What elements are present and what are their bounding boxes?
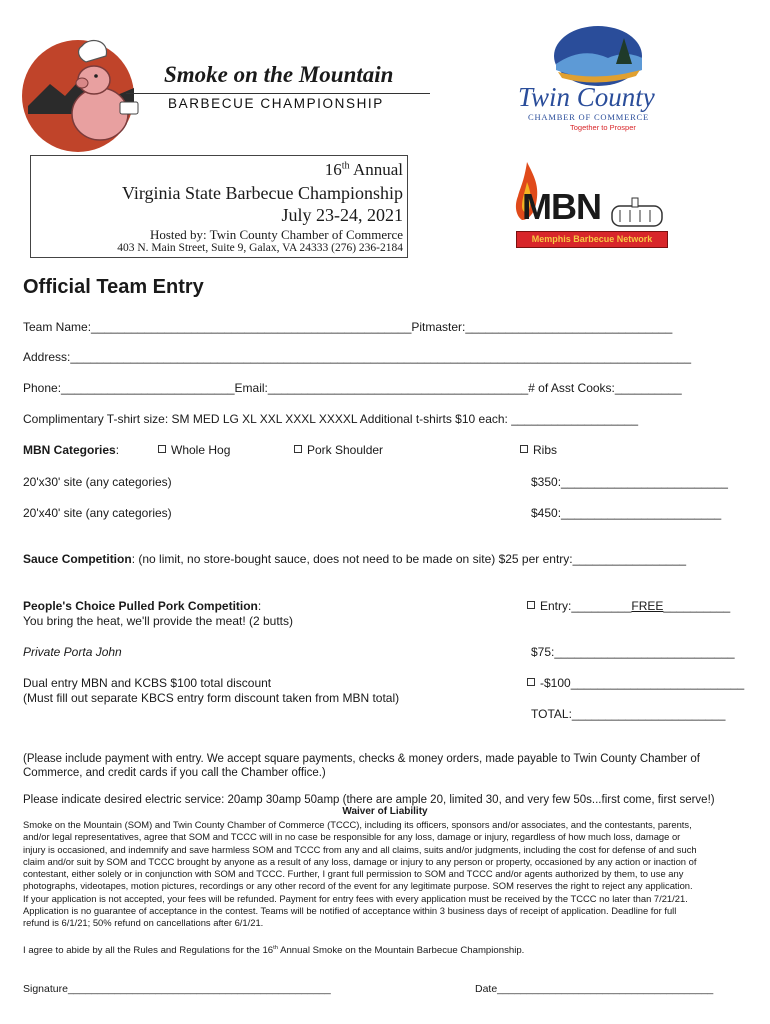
- porta-john-label: Private Porta John: [23, 645, 122, 659]
- waiver-line: and/or legal representatives, agree that SOM and TCCC will in no case be responsible for any loss, damage or injury, regardless of how much loss, damage or: [23, 831, 681, 843]
- smoke-on-the-mountain-logo: [20, 36, 440, 156]
- mbn-categories-label: MBN Categories:: [23, 443, 120, 457]
- payment-note-line-1: (Please include payment with entry. We accept square payments, checks & money orders, made payable to Twin County Chamber of: [23, 753, 700, 765]
- ribs-checkbox[interactable]: Ribs: [520, 443, 557, 457]
- dual-entry-discount-field[interactable]: -$100__________________________: [527, 676, 744, 690]
- date-field[interactable]: Date_____________________________________: [475, 983, 714, 995]
- team-name-pitmaster-field[interactable]: Team Name:________________________________________________Pitmaster:_______________________________: [23, 320, 673, 334]
- site-20x30-label: 20'x30' site (any categories): [23, 475, 172, 489]
- total-field[interactable]: TOTAL:_______________________: [531, 707, 726, 721]
- waiver-line: refund is 6/1/21; 50% refund on cancellations after 6/1/21.: [23, 917, 264, 929]
- som-title: Smoke on the Mountain: [164, 62, 394, 87]
- dual-entry-label: Dual entry MBN and KCBS $100 total discount: [23, 676, 272, 690]
- event-name: Virginia State Barbecue Championship: [121, 183, 403, 203]
- smoker-grill-icon: [610, 196, 666, 232]
- tcc-name: Twin County: [518, 82, 655, 112]
- mbn-banner: Memphis Barbecue Network: [516, 231, 668, 248]
- pork-shoulder-checkbox[interactable]: Pork Shoulder: [294, 443, 383, 457]
- waiver-line: contestant, either solely or in conjunction with SOM and TCCC. Further, I grant full permission to SOM and TCCC and/or agents authorized by them, to use any: [23, 868, 684, 880]
- waiver-line: Smoke on the Mountain (SOM) and Twin County Chamber of Commerce (TCCC), including its officers, sponsors and/or associates, and the contestants, parents,: [23, 819, 692, 830]
- waiver-line: photographs, videotapes, motion pictures, recordings or any other record of the event for any legitimate purpose. SOM reserves the right to reject any application.: [23, 880, 693, 892]
- agreement-statement: I agree to abide by all the Rules and Regulations for the 16th Annual Smoke on the Mountain Barbecue Championship.: [23, 945, 525, 957]
- event-dates: July 23-24, 2021: [281, 205, 403, 225]
- mbn-letters: MBN: [522, 186, 601, 227]
- tshirt-size-field[interactable]: Complimentary T-shirt size: SM MED LG XL XXL XXXL XXXXL Additional t-shirts $10 each: ___________________: [23, 412, 639, 426]
- event-info-box: [30, 155, 408, 258]
- checkbox-icon[interactable]: [158, 445, 166, 453]
- memphis-barbecue-network-logo: [512, 160, 668, 252]
- tcc-subtitle: CHAMBER OF COMMERCE: [528, 112, 649, 122]
- checkbox-icon[interactable]: [294, 445, 302, 453]
- peoples-choice-label: People's Choice Pulled Pork Competition:: [23, 599, 262, 613]
- signature-field[interactable]: Signature_____________________________________________: [23, 983, 331, 995]
- event-address: 403 N. Main Street, Suite 9, Galax, VA 24333 (276) 236-2184: [117, 242, 403, 254]
- site-20x40-label: 20'x40' site (any categories): [23, 506, 172, 520]
- waiver-line: Application is no guarantee of acceptance in the contest. Teams will be notified of acceptance within 3 business days of receipt of application. Deadline for full: [23, 905, 677, 917]
- dual-entry-note: (Must fill out separate KBCS entry form discount taken from MBN total): [23, 691, 400, 705]
- waiver-line: claim and/or suit by SOM and TCCC brought by anyone as a result of any loss, damage or injury to any person or property, occasioned by any action or inaction of: [23, 855, 697, 867]
- porta-john-price-field[interactable]: $75:___________________________: [531, 645, 735, 659]
- peoples-choice-entry-field[interactable]: Entry:_________FREE__________: [527, 599, 730, 613]
- sauce-competition-field[interactable]: Sauce Competition: (no limit, no store-bought sauce, does not need to be made on site) $25 per entry:_________________: [23, 552, 687, 566]
- electric-service-field[interactable]: Please indicate desired electric service: 20amp 30amp 50amp (there are ample 20, limited 30, and very few 50s...first come, first serve!): [23, 794, 715, 806]
- checkbox-icon[interactable]: [520, 445, 528, 453]
- mountain-landscape-icon: [512, 24, 682, 88]
- payment-note-line-2: Commerce, and credit cards if you call the Chamber office.): [23, 767, 326, 779]
- waiver-line: injury is occasioned, and indemnify and save harmless SOM and TCCC from any and all claims, suits and/or judgments, including the cost for defense of and such: [23, 843, 697, 855]
- address-field[interactable]: Address:_____________________________________________________________________________________________: [23, 350, 692, 364]
- tcc-tagline: Together to Prosper: [570, 123, 636, 132]
- checkbox-icon[interactable]: [527, 601, 535, 609]
- phone-email-cooks-field[interactable]: Phone:__________________________Email:_______________________________________# of Asst Cooks:__________: [23, 381, 682, 395]
- som-subtitle: BARBECUE CHAMPIONSHIP: [168, 96, 384, 111]
- som-divider: [126, 93, 430, 94]
- event-host: Hosted by: Twin County Chamber of Commerce: [149, 227, 403, 242]
- whole-hog-checkbox[interactable]: Whole Hog: [158, 443, 230, 457]
- site-20x30-price-field[interactable]: $350:_________________________: [531, 475, 728, 489]
- twin-county-chamber-logo: [512, 24, 682, 134]
- pig-chef-icon: [20, 36, 150, 156]
- form-title: Official Team Entry: [23, 276, 204, 298]
- waiver-text: [23, 819, 753, 930]
- waiver-title: Waiver of Liability: [342, 806, 428, 817]
- event-edition: 16th Annual: [324, 160, 403, 179]
- waiver-line: If your application is not accepted, your fees will be refunded. Payment for entry fees with every application must be received by the TCCC no later than 7/21/21.: [23, 892, 688, 904]
- peoples-choice-desc: You bring the heat, we'll provide the meat! (2 butts): [23, 614, 294, 628]
- checkbox-icon[interactable]: [527, 678, 535, 686]
- site-20x40-price-field[interactable]: $450:________________________: [531, 506, 722, 520]
